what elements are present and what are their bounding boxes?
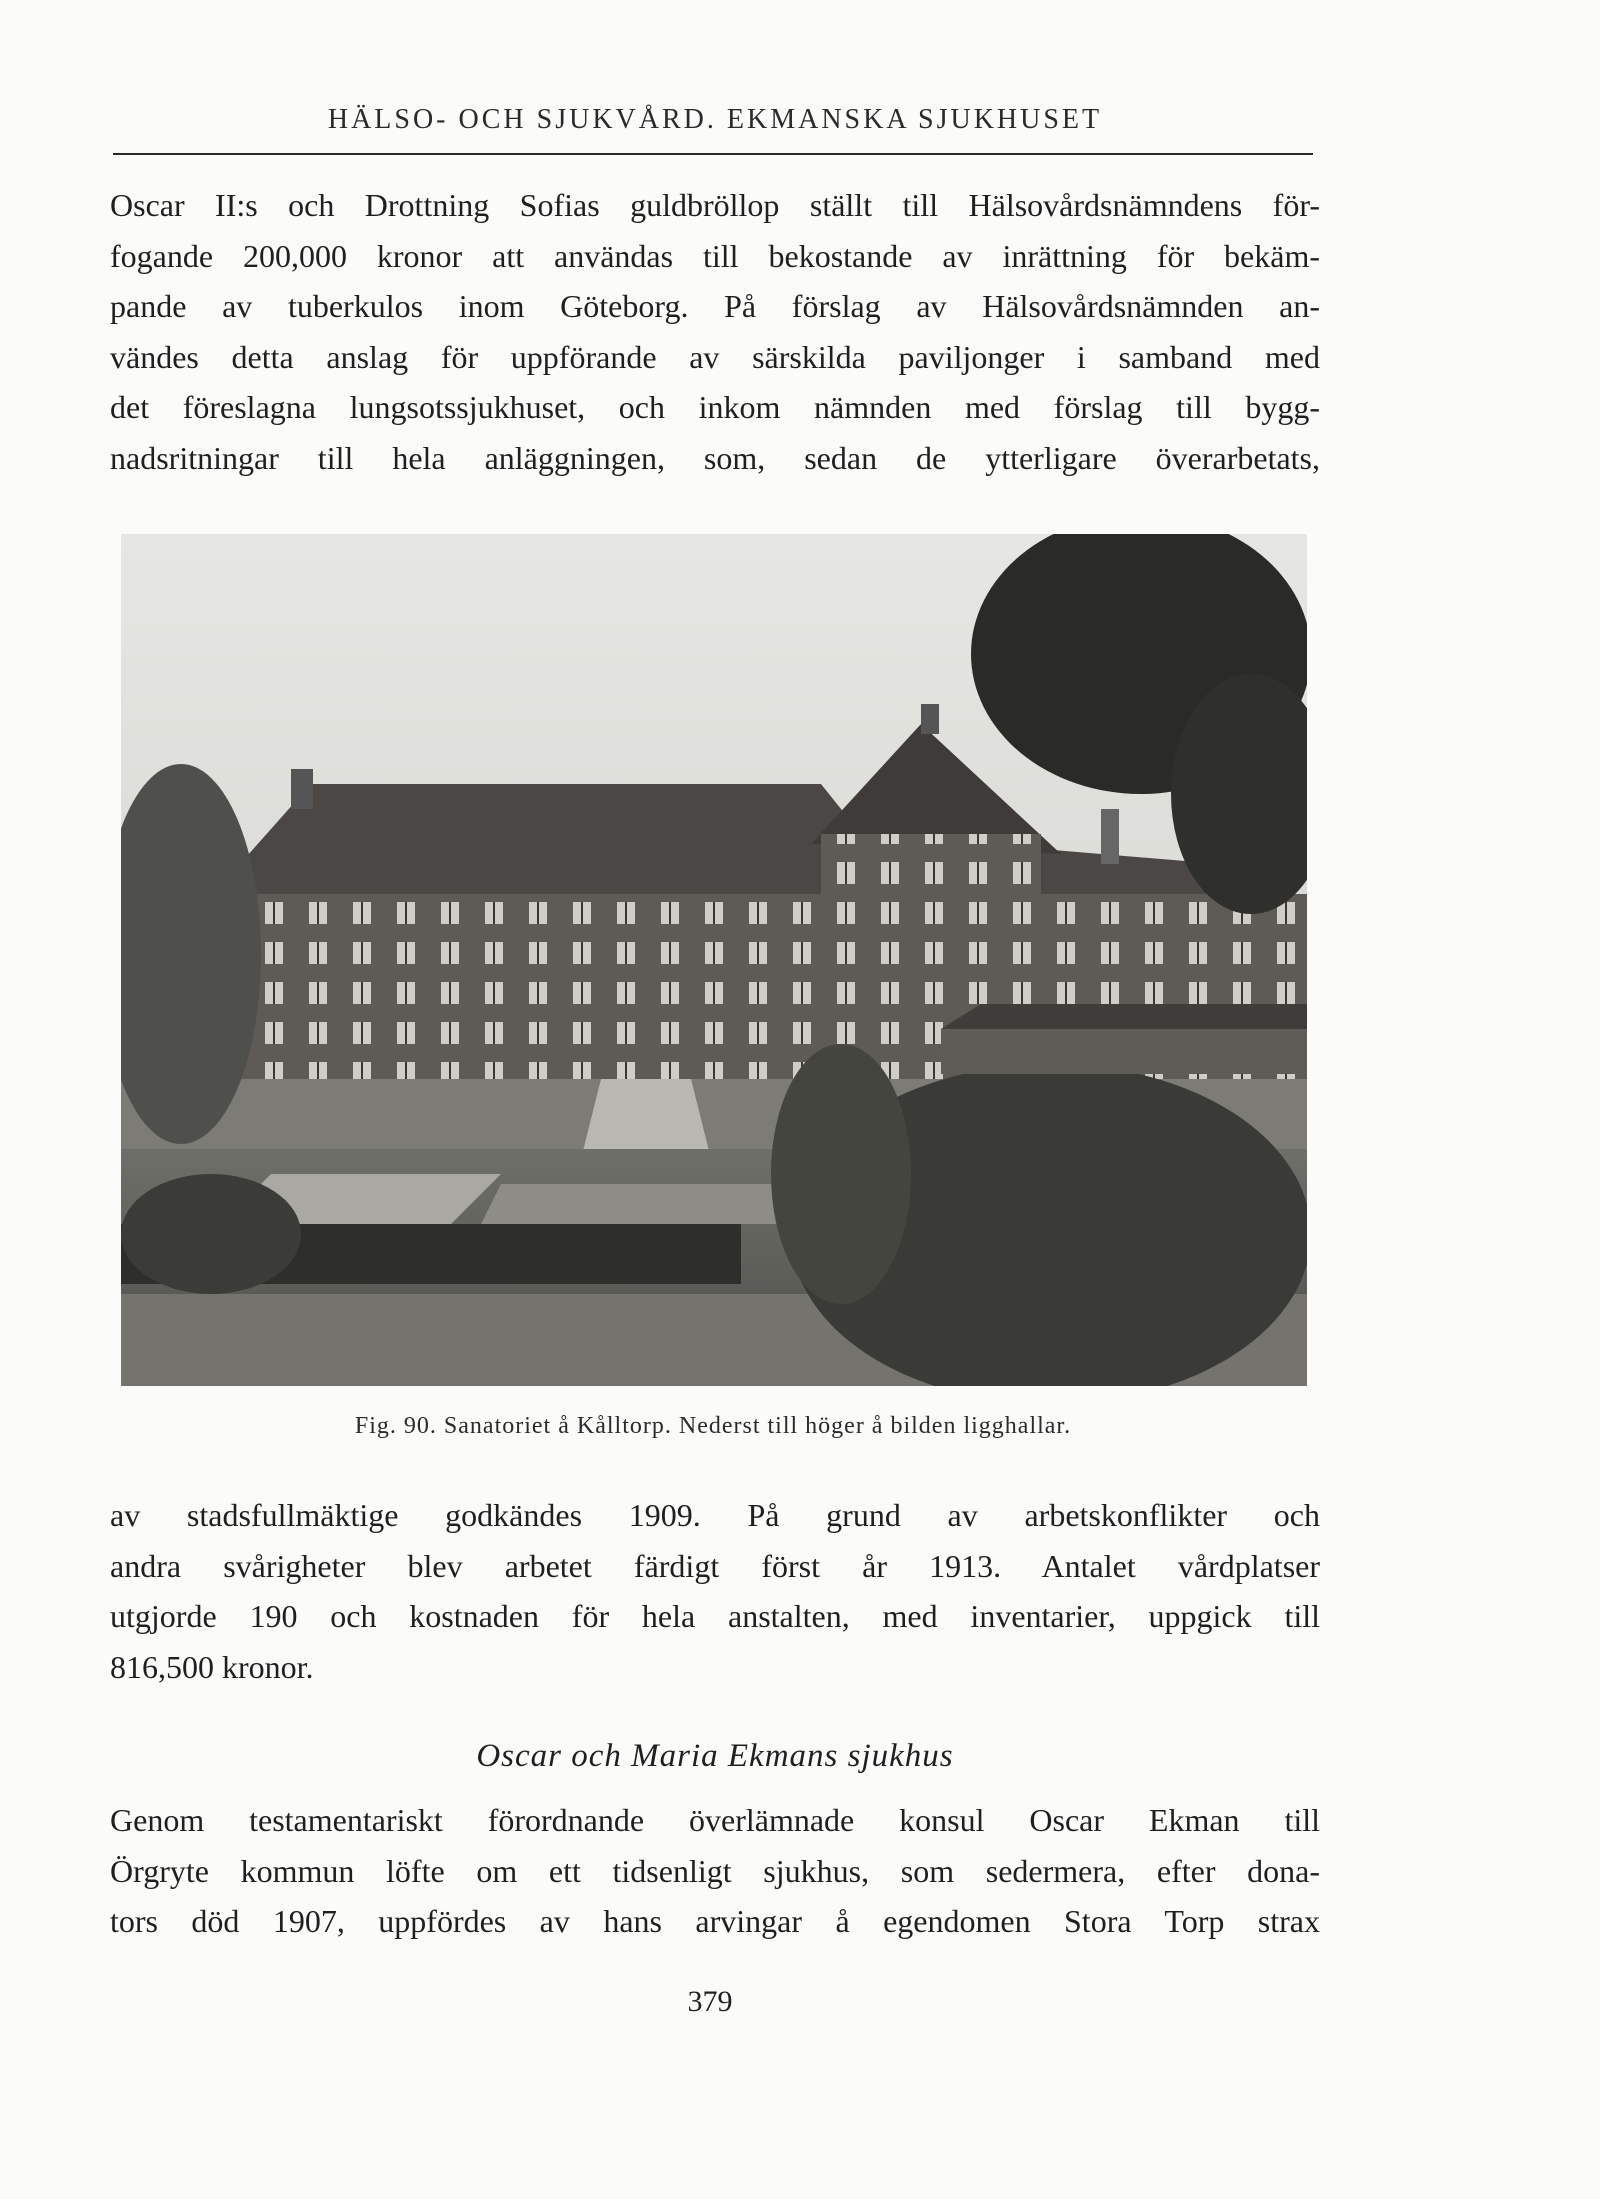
paragraph-intro [110,180,1320,483]
text-line: vändes detta anslag för uppförande av särskilda paviljonger i samband med [110,338,1320,375]
text-line: Oscar II:s och Drottning Sofias guldbröllop ställt till Hälsovårdsnämndens för- [110,187,1320,223]
sanatorium-photo-illustration [121,534,1307,1386]
text-line: pande av tuberkulos inom Göteborg. På förslag av Hälsovårdsnämnden an- [110,288,1320,324]
paragraph-construction [110,1490,1320,1692]
header-rule [113,153,1313,155]
text-line: tors död 1907, uppfördes av hans arvingar å egendomen Stora Torp strax [110,1903,1320,1939]
text-line: 816,500 kronor. [110,1648,314,1685]
section-heading: Oscar och Maria Ekmans sjukhus [476,1738,954,1774]
text-line: det föreslagna lungsotssjukhuset, och inkom nämnden med förslag till bygg- [110,389,1320,425]
text-line: av stadsfullmäktige godkändes 1909. På grund av arbetskonflikter och [110,1497,1320,1533]
text-line: fogande 200,000 kronor att användas till bekostande av inrättning för bekäm- [110,237,1320,274]
text-line: Örgryte kommun löfte om ett tidsenligt sjukhus, som sedermera, efter dona- [110,1852,1320,1889]
text-line: nadsritningar till hela anläggningen, som, sedan de ytterligare överarbetats, [110,439,1320,476]
text-line: andra svårigheter blev arbetet färdigt först år 1913. Antalet vårdplatser [110,1547,1320,1584]
paragraph-ekman [110,1795,1320,1947]
text-line: utgjorde 190 och kostnaden för hela anstalten, med inventarier, uppgick till [110,1598,1320,1634]
figure-caption: Fig. 90. Sanatoriet å Kålltorp. Nederst till höger å bilden ligghallar. [354,1413,1072,1439]
page-number: 379 [687,1985,733,2018]
running-header: HÄLSO- OCH SJUKVÅRD. EKMANSKA SJUKHUSET [327,104,1103,135]
sanatorium-photograph [121,534,1307,1386]
text-line: Genom testamentariskt förordnande överlämnade konsul Oscar Ekman till [110,1802,1320,1838]
